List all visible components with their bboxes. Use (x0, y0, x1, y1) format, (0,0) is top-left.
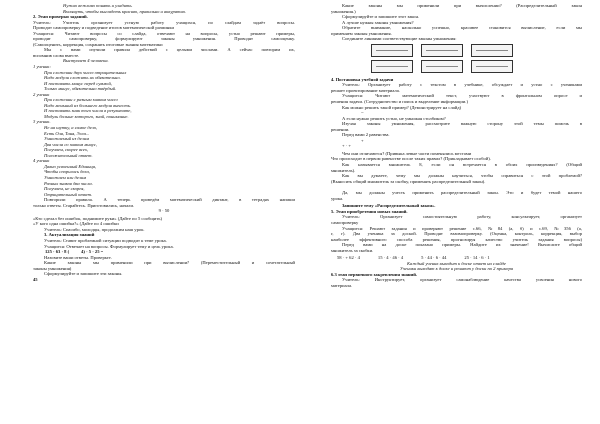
text-line: ~ (361, 110, 364, 116)
text-line: только ответы. Старайтесь. Приготовились, начали. (33, 202, 135, 208)
text-line: При сложении двух чисел отрицательных (44, 69, 127, 75)
text-line: решении. (331, 126, 350, 132)
text-line: Как называется множитель 8, если он встречается в обоих произведениях? (Общий (342, 162, 582, 168)
right-text-top (331, 3, 582, 42)
text-line: 1 ученик: (33, 64, 51, 70)
text-line: материала. (331, 282, 353, 288)
text-line: Каждый ученик выходит к доске ответ на слайде (406, 260, 507, 266)
text-line: (Самооценить, коррекция, сохранять итоговые знания математики (33, 41, 163, 47)
text-line: Изучая законы умножения, рассмотрите важную сторону этой темы помочь в (342, 121, 582, 127)
text-line: Учащиеся: Читают вопросы со слайда, отвечают на вопросы, устно решают примеры, (33, 30, 295, 36)
text-line: множитель). (331, 167, 356, 173)
text-line: Только минус, обязательно твёрдый. (44, 86, 117, 92)
text-line: Модуль больше которого, знай, понимание. (44, 113, 129, 119)
text-line: Учитель: Организует работу с текстом в учебнике, обсуждает и устно с учениками (342, 82, 582, 88)
text-line: Учитель: Учитель организует устную работу учащихся, по слайдам задаёт вопросы. (33, 19, 295, 25)
expression-item: 5 · 44 · 6 · 44 (421, 255, 447, 261)
expression-item: 15 · 4 · 46 · 4 (377, 255, 404, 261)
text-line: Умножаем или делим (44, 174, 87, 180)
text-line: вспомнив слова вместе. (33, 52, 80, 58)
text-line: Умножаемый из делим (44, 136, 89, 142)
text-line: законы умножения) (33, 265, 72, 271)
text-line: Чем они отличаются? (Привыка левые части поменялись местами (342, 150, 472, 156)
expression-item: 58 · + 62 · 4 (337, 255, 360, 261)
text-line: решения задачи. (Сотрудничество и поиск и выделение информации.) (331, 99, 468, 105)
text-line: + · + (342, 143, 352, 149)
text-line: Учитель: Ставит проблемной ситуации подводит к теме урока. (44, 237, 167, 243)
text-line: «У кого одна ошибка?» (Дайте по 4 ошибки (33, 221, 119, 227)
text-line: Положительный ответ. (44, 152, 93, 158)
text-line: применяем законы умножения. (331, 30, 392, 36)
text-line: Учащиеся: Отвечает на вопросы. Формулирует тему и цель урока. (44, 243, 174, 249)
text-line: Не на шутку, а самое дело, (44, 125, 98, 131)
text-line: Какие законы мы применили при вычислении? (Переместительный и сочетательный (44, 260, 295, 266)
text-line: Обратите внимание, насколько успешно, красивее становится вычисление, если мы (342, 25, 582, 31)
text-line: Чтобы спорились дела, (44, 169, 90, 175)
text-line: наиболее эффективного способа решения, прогнозируя качество учитель задания вопросы) (331, 236, 582, 242)
right-text-middle (331, 77, 582, 255)
text-line: Учитель: Организует самостоятельную работу, консультирует, организует (342, 214, 582, 220)
text-line: И поставить знак того числа в результате, (44, 108, 132, 114)
text-line: умножения.) (331, 8, 356, 14)
text-line: Взглянуть, чтобы выгладеть красиво, правильно и аккуратно. (63, 8, 187, 14)
text-line: 3 ученик. (33, 119, 51, 125)
text-line: Отрицательный ответ. (44, 191, 93, 197)
right-text-bottom (331, 261, 582, 289)
text-line: При сложении с разным знаком чисел (44, 97, 118, 103)
text-line: 6.3 этап первичного закрепления знаний. (331, 271, 417, 277)
text-line: Назовите ваши ответы. Проверьте. (44, 254, 112, 260)
text-line: И поставить минус перед суммой, (44, 80, 112, 86)
text-line: Есть Оля, Таня, Элла... (44, 130, 90, 136)
text-line: Учащиеся: Решают задания и проверяют решение с.66, №84 (а, б) и с.69, №356 (а, (342, 225, 582, 231)
text-line: Давно усвоенный Единица, (44, 163, 97, 169)
text-line: 2. Этап проверки заданий. (33, 14, 88, 20)
text-line: Как вы думаете, чему мы должны научиться, чтобы справиться с этой проблемой? (342, 173, 582, 179)
text-line: Перед вами на доске показано примеры. Найдите их значение! Вычислите общий (342, 242, 582, 248)
text-line: г, г). Два ученика за доской. Проводят взаимопроверку. (Оценка, контроль, коррекция, выбор (331, 231, 582, 237)
left-column (33, 3, 295, 282)
text-line: А лучше нужны законы умножения? (342, 19, 414, 25)
text-line: Нужно вежливо понять и уладить. (63, 3, 133, 8)
text-line: Соедините линиями соответствующие законы умножения: (342, 36, 457, 42)
text-line: 9 · 50 (158, 208, 170, 214)
text-line: Какие законы мы применили при вычислении? (Распределительный закон (342, 3, 582, 8)
text-line: А если нужно решить устно, не умножая столбиком? (342, 115, 446, 121)
text-line: Учащиеся: Читают математический текст, участвуют в фронтальном опросе и (342, 93, 582, 99)
text-line: Как можно решить такой пример? (Демонстрирует на слайд) (342, 104, 462, 110)
text-line: Два числа со знаком минус, (44, 141, 98, 147)
text-line: Учитель: Спасибо, молодцы, продолжим наш урок. (44, 226, 145, 232)
text-line: Перед вами 2 равенства. (342, 132, 390, 138)
text-line: самопроверку (331, 219, 359, 225)
law-card (471, 44, 513, 57)
text-line: (Выносить общий множитель за скобку, применять распределительный закон). (331, 178, 486, 184)
expression-part: 4) · 5 · 25 = (81, 249, 104, 255)
text-line: множитель за скобки. (331, 247, 374, 253)
law-card (471, 60, 513, 73)
right-column (331, 3, 582, 289)
text-line: Да, мы должны учесть применить распределительный закон. Это и будет темой нашего (342, 190, 582, 196)
text-line: Повторили правила. А теперь проведём математический диктант, в тетрадях напиши (44, 197, 295, 203)
text-line: Надо модули сложить их обязательно. (44, 75, 121, 81)
law-card (371, 60, 413, 73)
text-line: 4 ученик (33, 158, 50, 164)
text-line: 4. Постановка учебной задачи (331, 76, 394, 82)
left-text-tail (33, 255, 295, 283)
left-text-block (33, 3, 295, 249)
expression-item: 25 · 14 · 6 · 1 (464, 255, 490, 261)
law-card (421, 44, 463, 57)
text-line: 2 ученик (33, 91, 50, 97)
text-line: Разных знаков два числа. (44, 180, 93, 186)
law-card (421, 60, 463, 73)
text-line: «Кто сделал без ошибок, поднимите руки» (Дайте по 5 сообщить) (33, 215, 163, 221)
text-line: Ученики выходят к доске и решают у доски по 2 примера (399, 266, 514, 272)
text-line: Мы с вами изучили правила действий с целыми числами. А сейчас повторим их, (44, 47, 295, 53)
expression-part: 125 · 63 · 8 ( (45, 249, 70, 255)
text-line: решает проектирование материала. (331, 87, 400, 93)
text-line: Сформулируйте и запишите этот закон. (342, 14, 420, 20)
text-line: Надо меньший из большего модуля вычесть. (44, 102, 131, 108)
text-line: Сформулируйте и запишите эти законы. (44, 271, 123, 277)
text-line: + (361, 137, 364, 143)
text-line: Выступает 4 человека. (63, 58, 109, 64)
text-line: 45 (33, 276, 38, 282)
text-line: проводят самопроверку, формулируют законы умножения. Проводят самооценку. (33, 36, 295, 42)
text-line: Что происходит в первом равенстве после таких правил? (Прикладывает особой). (331, 156, 491, 162)
text-line: Получаем, скорее всех, (44, 147, 89, 153)
text-line: Получаем, не скорея, (44, 186, 85, 192)
text-line: 3. Актуализация знаний (44, 232, 95, 238)
matching-laws-table (371, 44, 582, 74)
text-line: урока. (331, 195, 344, 201)
text-line: Запишите тему «Распределительный закон». (342, 203, 436, 209)
text-line: Проводит самопроверку и подведение итогов математической разминки (33, 25, 175, 31)
text-line: 5. Этап приобретения новых знаний. (331, 208, 408, 214)
text-line: Учитель: Инструктирует, организует самонаблюдение качества усвоения нового (342, 277, 582, 283)
law-card (371, 44, 413, 57)
